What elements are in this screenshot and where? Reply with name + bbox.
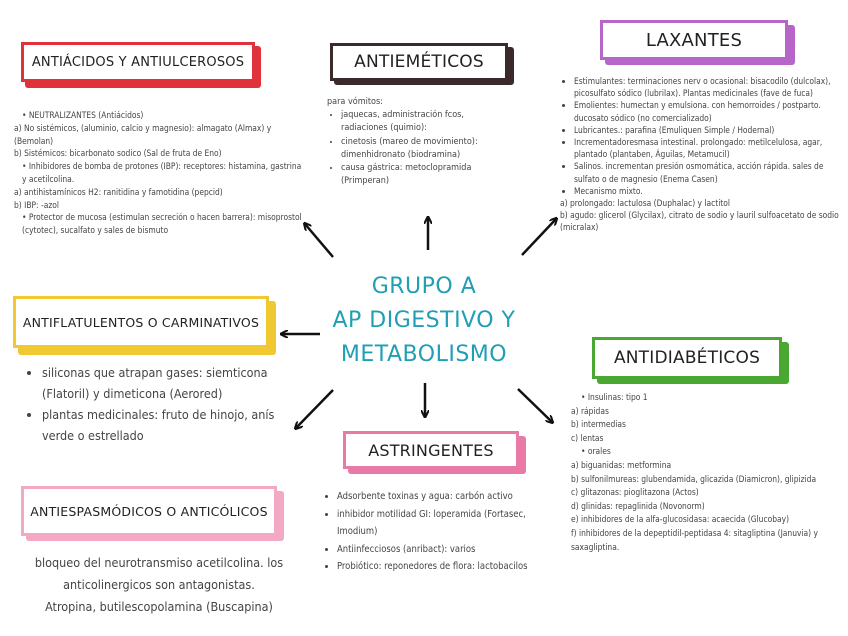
antiemeticos-intro: para vómitos: bbox=[327, 97, 383, 107]
antidiabeticos-title: ANTIDIABÉTICOS bbox=[613, 348, 761, 368]
antidiabeticos-item: b) sulfonilmureas: glubendamida, glicazida (Diamicron), glipizida bbox=[571, 473, 817, 484]
astringentes-item: • Adsorbente toxinas y agua: carbón activo bbox=[337, 488, 548, 506]
antiacidos-item: a) antihistamínicos H2: ranitidina y famotidina (pepcid) bbox=[14, 186, 223, 197]
antiemeticos-item: • jaquecas, administración fcos, radiaciones (quimio): bbox=[341, 109, 512, 135]
antidiabeticos-item: a) rápidas bbox=[571, 405, 609, 416]
antiespasmodicos-title: ANTIESPASMÓDICOS O ANTICÓLICOS bbox=[30, 503, 268, 519]
antidiabeticos-item: d) glinidas: repaglinida (Novonorm) bbox=[571, 500, 705, 511]
laxantes-item: • Lubricantes.: parafina (Emuliquen Simple / Hodernal) bbox=[574, 124, 840, 136]
antidiabeticos-item: b) intermedias bbox=[571, 419, 626, 430]
antiespasmodicos-line: bloqueo del neurotransmiso acetilcolina. los bbox=[34, 555, 284, 570]
antidiabeticos-item: c) lentas bbox=[571, 432, 604, 443]
central-topic-line: METABOLISMO bbox=[340, 342, 508, 367]
arrow-to-laxantes bbox=[522, 219, 556, 255]
laxantes-item: • Emolientes: humectan y emulsiona. con hemorroides / postparto. ducosato sódico (no comercializado) bbox=[574, 99, 840, 123]
antidiabeticos-item: f) inhibidores de la depeptidil-peptidasa 4: sitagliptina (Januvia) y saxagliptina. bbox=[571, 527, 818, 552]
antiacidos-item: • Protector de mucosa (estimulan secreción o hacen barrera): misoprostol (cytotec), sucalfato y sales de bismuto bbox=[22, 212, 302, 236]
antiemeticos-item: • causa gástrica: metoclopramida (Primperan) bbox=[341, 162, 512, 188]
antiacidos-item: b) IBP: -azol bbox=[14, 199, 59, 210]
antiacidos-item: a) No sistémicos, (aluminio, calcio y magnesio): almagato (Almax) y (Bemolan) bbox=[14, 122, 272, 146]
antidiabeticos-item: a) biguanidas: metformina bbox=[571, 459, 672, 470]
antiespasmodicos-line: anticolinergicos son antagonistas. bbox=[63, 577, 255, 592]
antiflatulentos-item: • siliconas que atrapan gases: siemticona (Flatoril) y dimeticona (Aerored) bbox=[42, 362, 288, 404]
laxantes-extra: a) prolongado: lactulosa (Duphalac) y lactitol bbox=[560, 198, 730, 209]
laxantes-item: • Mecanismo mixto. bbox=[574, 185, 840, 197]
astringentes-item: • inhibidor motilidad GI: loperamida (Fortasec, Imodium) bbox=[337, 506, 548, 541]
arrow-to-antidiabeticos bbox=[518, 389, 552, 422]
laxantes-item: • Estimulantes: terminaciones nerv o ocasional: bisacodilo (dulcolax), picosulfato sódico (lubrilax). Plantas medicinales (fave de fuca) bbox=[574, 75, 840, 99]
laxantes-item: • Incrementadoresmasa intestinal. prolongado: metilcelulosa, agar, plantado (plantaben, Águilas, Metamucil) bbox=[574, 136, 840, 160]
antiacidos-item: b) Sistémicos: bicarbonato sodico (Sal de fruta de Eno) bbox=[14, 148, 222, 159]
astringentes-item: • Antiinfecciosos (anribact): varios bbox=[337, 541, 548, 559]
antidiabeticos-item: • orales bbox=[581, 446, 611, 457]
central-topic-line: GRUPO A bbox=[371, 274, 477, 299]
laxantes-extra: b) agudo: glicerol (Glycilax), citrato de sodio y lauril sulfoacetato de sodio (micralax) bbox=[560, 210, 839, 233]
astringentes-item: • Probiótico: reponedores de flora: lactobacilos bbox=[337, 558, 548, 576]
antidiabeticos-item: c) glitazonas: pioglitazona (Actos) bbox=[571, 487, 699, 498]
arrow-to-antiespasmodicos bbox=[296, 390, 333, 428]
antiflatulentos-title: ANTIFLATULENTOS O CARMINATIVOS bbox=[22, 314, 260, 330]
central-topic-line: AP DIGESTIVO Y bbox=[332, 308, 516, 333]
antiemeticos-item: • cinetosis (mareo de movimiento): dimenhidronato (biodramina) bbox=[341, 136, 512, 162]
antiespasmodicos-line: Atropina, butilescopolamina (Buscapina) bbox=[45, 599, 273, 614]
laxantes-title: LAXANTES bbox=[645, 29, 743, 51]
laxantes-item: • Salinos. incrementan presión osmomática, acción rápida. sales de sulfato o de magnesio (Enema Casen) bbox=[574, 160, 840, 184]
antiacidos-item: • NEUTRALIZANTES (Antiácidos) bbox=[22, 110, 144, 120]
antiacidos-title: ANTIÁCIDOS Y ANTIULCEROSOS bbox=[31, 54, 245, 70]
antiemeticos-title: ANTIEMÉTICOS bbox=[354, 52, 484, 72]
astringentes-title: ASTRINGENTES bbox=[368, 440, 494, 460]
antiflatulentos-item: • plantas medicinales: fruto de hinojo, anís verde o estrellado bbox=[42, 404, 288, 446]
arrow-to-antiacidos bbox=[305, 224, 333, 257]
antidiabeticos-item: e) inhibidores de la alfa-glucosidasa: acaecida (Glucobay) bbox=[571, 514, 790, 525]
antiacidos-item: • Inhibidores de bomba de protones (IBP): receptores: histamina, gastrina y acetilcolina. bbox=[22, 161, 302, 184]
antidiabeticos-item: • Insulinas: tipo 1 bbox=[581, 392, 648, 402]
